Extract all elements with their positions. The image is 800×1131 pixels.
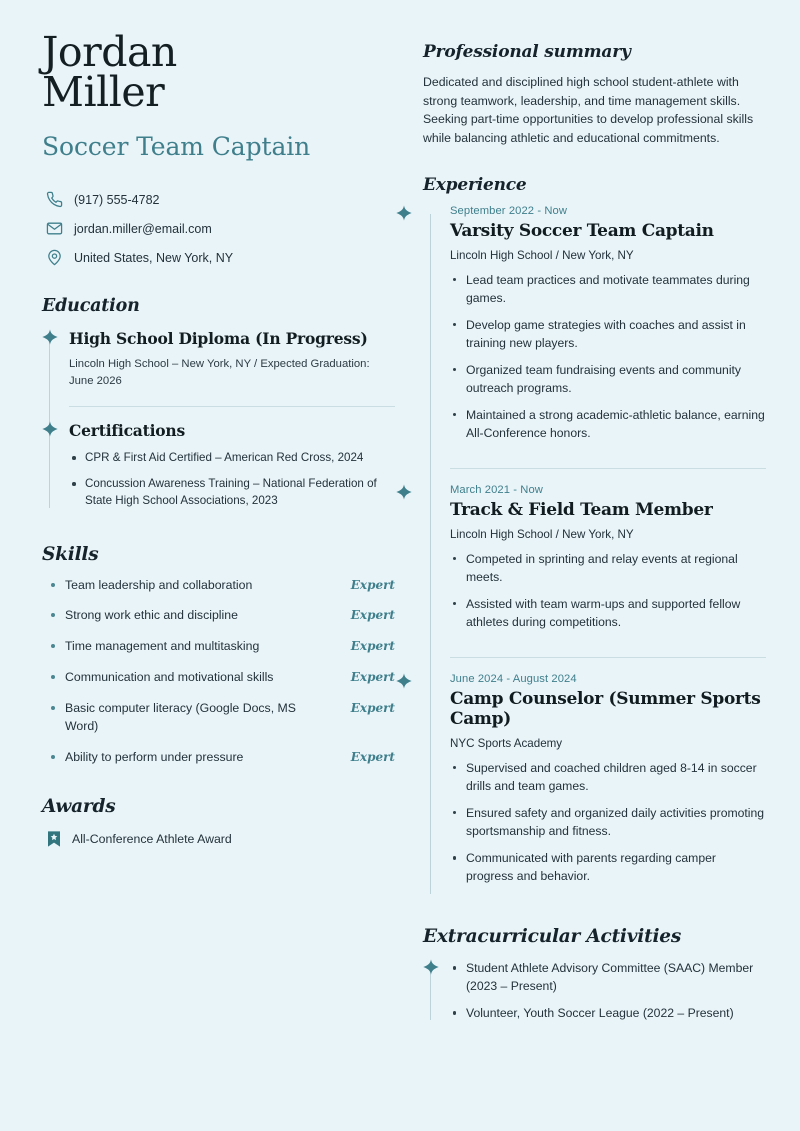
experience-date: March 2021 - Now [449, 484, 543, 496]
experience-bullets [450, 759, 766, 885]
list-item: Volunteer, Youth Soccer League (2022 – Present) [450, 1004, 766, 1022]
education-degree: High School Diploma (In Progress) [69, 329, 368, 349]
skill-level: Expert [350, 608, 395, 623]
first-name: Jordan [42, 28, 177, 76]
star-bullet-icon [396, 673, 412, 689]
list-item: Competed in sprinting and relay events at regional meets. [450, 550, 766, 586]
star-bullet-icon [423, 959, 439, 975]
contact-location-value: United States, New York, NY [74, 250, 234, 265]
skills-title: Skills [42, 543, 99, 565]
experience-date: June 2024 - August 2024 [449, 673, 577, 686]
skills-list [42, 577, 395, 767]
skill-item [48, 577, 395, 595]
certifications-title: Certifications [69, 420, 186, 440]
extracurricular-entry [450, 959, 766, 1022]
education-details: Lincoln High School – New York, NY / Expected Graduation: June 2026 [69, 357, 370, 388]
experience-item [450, 484, 766, 642]
experience-role: Varsity Soccer Team Captain [449, 220, 714, 241]
summary-section [423, 42, 766, 148]
experience-timeline [423, 205, 766, 896]
contact-list [42, 191, 395, 266]
extracurricular-timeline [423, 959, 766, 1022]
skill-item [48, 607, 395, 625]
summary-text: Dedicated and disciplined high school student-athlete with strong teamwork, leadership, and time management skills. Seeking part-time opportunities to develop professional skills while balancing athletic and educational commitments. [422, 75, 754, 146]
education-divider [69, 406, 395, 407]
contact-phone-value: (917) 555-4782 [74, 192, 160, 207]
experience-org: Lincoln High School / New York, NY [449, 527, 634, 541]
skill-item [48, 749, 395, 767]
experience-date: September 2022 - Now [449, 204, 568, 217]
skill-item [48, 638, 395, 656]
education-entry [69, 329, 395, 390]
experience-item [450, 673, 766, 896]
skill-level: Expert [350, 749, 395, 764]
left-column [22, 28, 413, 1111]
experience-item [450, 205, 766, 453]
phone-icon [46, 191, 63, 208]
experience-divider [450, 657, 766, 658]
star-bullet-icon [42, 329, 58, 345]
list-item: Organized team fundraising events and community outreach programs. [450, 361, 766, 397]
experience-bullets [450, 550, 766, 631]
education-timeline [42, 329, 395, 509]
skill-name: Basic computer literacy (Google Docs, MS Word) [48, 700, 298, 736]
list-item: Maintained a strong academic-athletic balance, earning All-Conference honors. [450, 406, 766, 442]
certifications-list [69, 449, 395, 509]
skill-name: Time management and multitasking [48, 638, 259, 656]
last-name: Miller [42, 68, 165, 117]
experience-role: Track & Field Team Member [449, 500, 713, 520]
bookmark-star-icon [46, 830, 62, 848]
email-icon [46, 220, 63, 237]
awards-section [42, 796, 395, 848]
extracurricular-title: Extracurricular Activities [422, 926, 682, 948]
experience-org: NYC Sports Academy [449, 736, 563, 750]
candidate-name [42, 28, 395, 117]
candidate-headline: Soccer Team Captain [42, 132, 311, 162]
list-item: Communicated with parents regarding camper progress and behavior. [450, 849, 766, 885]
skill-name: Ability to perform under pressure [48, 749, 243, 767]
skill-name: Strong work ethic and discipline [48, 607, 238, 625]
skills-section [42, 544, 395, 767]
extracurricular-list [450, 959, 766, 1022]
star-bullet-icon [396, 205, 412, 221]
skill-name: Team leadership and collaboration [48, 577, 252, 595]
awards-title: Awards [42, 796, 116, 818]
skill-level: Expert [350, 639, 395, 654]
star-bullet-icon [396, 484, 412, 500]
contact-location[interactable] [46, 249, 395, 266]
skill-level: Expert [350, 577, 395, 592]
contact-email[interactable] [46, 220, 395, 237]
contact-email-value: jordan.miller@email.com [74, 221, 212, 236]
award-label: All-Conference Athlete Award [72, 832, 232, 847]
experience-title: Experience [422, 174, 527, 195]
education-section [42, 296, 395, 509]
experience-org: Lincoln High School / New York, NY [449, 248, 634, 262]
experience-bullets [450, 271, 766, 442]
contact-phone[interactable] [46, 191, 395, 208]
location-icon [46, 249, 63, 266]
star-bullet-icon [42, 421, 58, 437]
summary-title: Professional summary [422, 42, 631, 62]
skill-name: Communication and motivational skills [48, 669, 273, 687]
extracurricular-section [423, 926, 766, 1022]
experience-role: Camp Counselor (Summer Sports Camp) [449, 689, 761, 729]
skill-level: Expert [350, 700, 395, 715]
skill-item [48, 700, 395, 736]
right-column [413, 28, 778, 1111]
list-item: Student Athlete Advisory Committee (SAAC) Member (2023 – Present) [450, 959, 766, 995]
list-item: Ensured safety and organized daily activities promoting sportsmanship and fitness. [450, 804, 766, 840]
education-title: Education [42, 296, 140, 317]
list-item: Concussion Awareness Training – National Federation of State High School Associations, 2023 [69, 475, 395, 509]
list-item: CPR & First Aid Certified – American Red Cross, 2024 [69, 449, 395, 466]
skill-level: Expert [350, 670, 395, 685]
list-item: Supervised and coached children aged 8-14 in soccer drills and team games. [450, 759, 766, 795]
list-item: Assisted with team warm-ups and supported fellow athletes during competitions. [450, 595, 766, 631]
list-item: Lead team practices and motivate teammates during games. [450, 271, 766, 307]
skill-item [48, 669, 395, 687]
certifications-entry [69, 421, 395, 510]
award-item [42, 830, 395, 848]
list-item: Develop game strategies with coaches and assist in training new players. [450, 316, 766, 352]
experience-divider [450, 468, 766, 469]
experience-section [423, 175, 766, 896]
